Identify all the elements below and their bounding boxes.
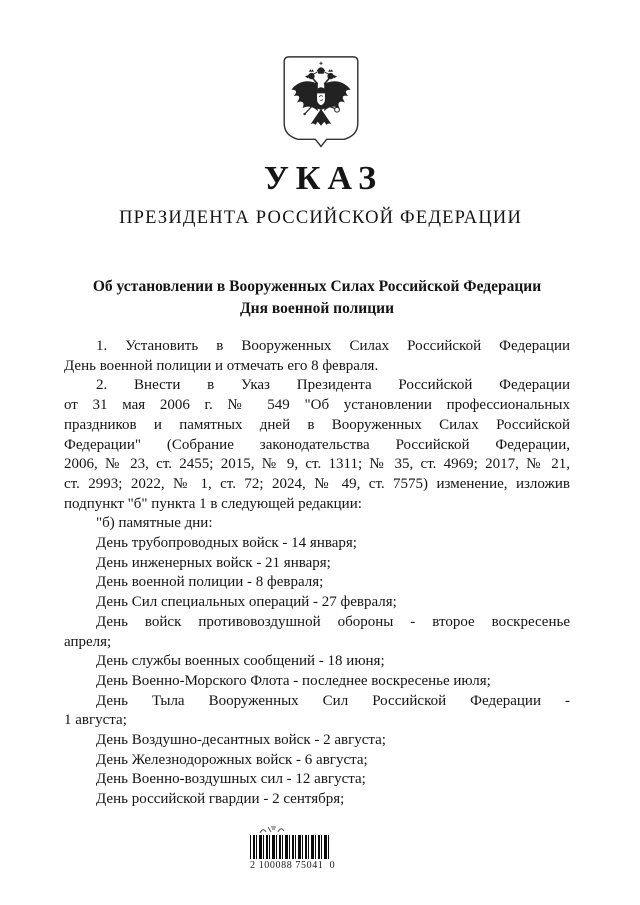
tiny-print-mark-icon bbox=[258, 823, 288, 835]
body-line: День Тыла Вооруженных Сил Российской Федерации - bbox=[96, 692, 570, 709]
body-line: Федерации" (Собрание законодательства Российской Федерации, bbox=[64, 436, 570, 453]
barcode-digits: 2 100088 75041 0 bbox=[250, 860, 336, 871]
body-line: День инженерных войск - 21 января; bbox=[96, 554, 331, 571]
body-line: День Военно-Морского Флота - последнее воскресенье июля; bbox=[96, 672, 491, 689]
body-line: подпункт "б" пункта 1 в следующей редакции: bbox=[64, 495, 362, 512]
russian-coat-of-arms-icon bbox=[281, 54, 361, 151]
body-line: День Железнодорожных войск - 6 августа; bbox=[96, 751, 368, 768]
body-line: День службы военных сообщений - 18 июня; bbox=[96, 653, 385, 670]
document-type-heading: УКАЗ bbox=[263, 160, 384, 197]
body-line: апреля; bbox=[64, 633, 112, 650]
body-line: ст. 2993; 2022, № 1, ст. 72; 2024, № 49, ст. 7575) изменение, изложив bbox=[64, 475, 570, 492]
barcode-bars bbox=[250, 835, 330, 859]
body-line: День военной полиции - 8 февраля; bbox=[96, 574, 324, 591]
decree-title bbox=[64, 276, 570, 320]
body-line: День Воздушно-десантных войск - 2 августа; bbox=[96, 732, 386, 749]
body-line: День военной полиции и отмечать его 8 февраля. bbox=[64, 357, 379, 374]
barcode bbox=[250, 823, 336, 871]
body-line: День трубопроводных войск - 14 января; bbox=[96, 535, 357, 552]
body-line: 2006, № 23, ст. 2455; 2015, № 9, ст. 1311; № 35, ст. 4969; 2017, № 21, bbox=[64, 456, 570, 473]
body-line: 1. Установить в Вооруженных Силах Российской Федерации bbox=[96, 338, 570, 354]
decree-title-line1: Об установлении в Вооруженных Силах Российской Федерации bbox=[92, 278, 542, 295]
decree-title-line2: Дня военной полиции bbox=[239, 300, 395, 317]
body-line: праздников и памятных дней в Вооруженных Силах Российской bbox=[64, 416, 570, 433]
body-line: День войск противовоздушной обороны - второе воскресенье bbox=[96, 613, 570, 630]
body-line: 2. Внести в Указ Президента Российской Федерации bbox=[96, 377, 570, 394]
body-line: День Военно-воздушных сил - 12 августа; bbox=[96, 771, 366, 788]
decree-body bbox=[64, 337, 570, 810]
body-line: День Сил специальных операций - 27 февраля; bbox=[96, 594, 397, 611]
issuer-heading: ПРЕЗИДЕНТА РОССИЙСКОЙ ФЕДЕРАЦИИ bbox=[119, 208, 523, 228]
body-line: от 31 мая 2006 г. № 549 "Об установлении профессиональных bbox=[64, 397, 570, 414]
body-line: День российской гвардии - 2 сентября; bbox=[96, 791, 345, 808]
body-line: "б) памятные дни: bbox=[96, 515, 213, 532]
body-line: 1 августа; bbox=[64, 712, 127, 729]
